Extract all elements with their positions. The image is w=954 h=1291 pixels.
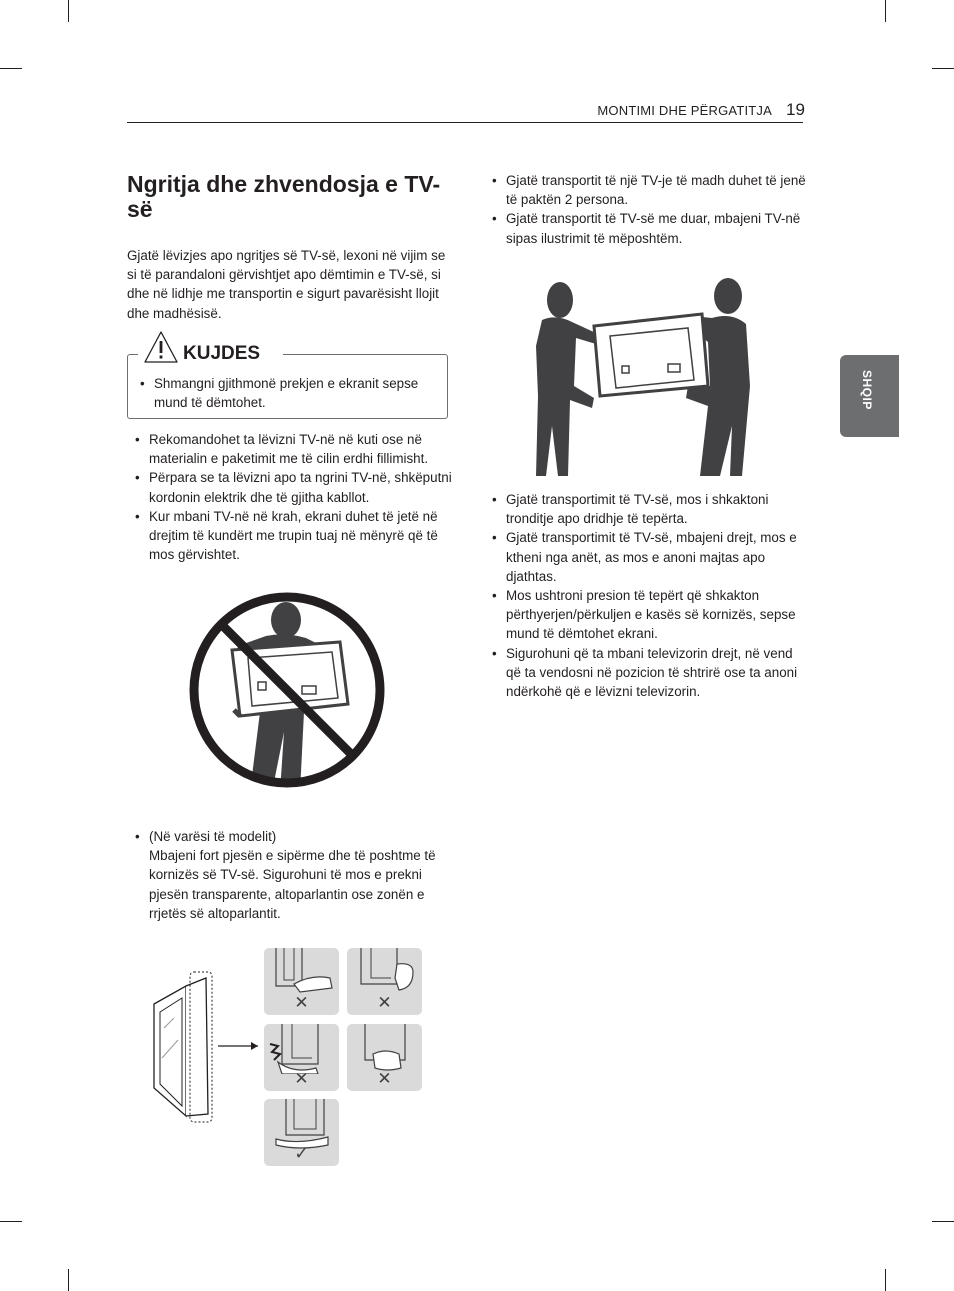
warning-icon <box>142 329 180 365</box>
hand-grip-icon <box>347 948 422 998</box>
cross-icon: ✕ <box>377 1069 392 1088</box>
grip-correct <box>264 1099 339 1166</box>
crop-mark <box>885 0 886 22</box>
hand-grip-icon <box>264 948 339 998</box>
right-bullet-list-bottom <box>484 490 809 701</box>
right-bullet-list-top <box>484 171 809 248</box>
caution-title: KUJDES <box>183 343 261 364</box>
list-item: • Kur mbani TV-në në krah, ekrani duhet të jetë në drejtim të kundërt me trupin tuaj në mënyrë që të mos gërvishtet. <box>127 507 452 565</box>
cross-icon: ✕ <box>294 993 309 1012</box>
cross-icon: ✕ <box>294 1069 309 1088</box>
hand-grip-icon <box>264 1099 339 1149</box>
hand-grip-icon <box>347 1024 422 1074</box>
grip-wrong-4 <box>347 1024 422 1091</box>
list-item: • Mos ushtroni presion të tepërt që shkakton përthyerjen/përkuljen e kasës së kornizës, sepse mund të dëmtohet ekrani. <box>484 586 809 644</box>
model-note-text: Mbajeni fort pjesën e sipërme dhe të poshtme të kornizës së TV-së. Sigurohuni të mos e prekni pjesën transparente, altoparlantin ose zonën e rrjetës së altoparlantit. <box>149 848 436 921</box>
prohibited-carry-illustration <box>188 592 388 790</box>
crop-mark <box>885 1269 886 1291</box>
person-left <box>536 282 598 476</box>
crop-mark <box>0 1221 22 1222</box>
grip-wrong-1 <box>264 948 339 1015</box>
list-item: • Gjatë transportit të TV-së me duar, mbajeni TV-në sipas ilustrimit të mëposhtëm. <box>484 209 809 247</box>
two-person-carry-illustration <box>536 276 752 478</box>
crop-mark <box>932 1221 954 1222</box>
list-item: • Gjatë transportimit të TV-së, mos i shkaktoni tronditje apo dridhje të tepërta. <box>484 490 809 528</box>
language-tab-label: SHQIP <box>860 370 874 410</box>
left-bullet-list <box>127 430 452 564</box>
model-note-condition: • (Në varësi të modelit) <box>149 829 277 844</box>
model-note-list <box>127 827 452 923</box>
caution-box <box>127 343 448 419</box>
grip-wrong-3 <box>264 1024 339 1091</box>
crop-mark <box>68 1269 69 1291</box>
check-icon: ✓ <box>294 1144 309 1163</box>
list-item: • Rekomandohet ta lëvizni TV-në në kuti ose në materialin e paketimit me të cilin erdhi fillimisht. <box>127 430 452 468</box>
language-tab <box>840 355 899 437</box>
caution-item: • Shmangni gjithmonë prekjen e ekranit sepse mund të dëmtohet. <box>132 374 442 412</box>
intro-paragraph: Gjatë lëvizjes apo ngritjes së TV-së, lexoni në vijim se si të parandaloni gërvishtjet apo dëmtimin e TV-së, si dhe në lidhje me transportin e sigurt pavarësisht llojit dhe madhësisë. <box>127 248 446 321</box>
caution-header <box>138 329 261 365</box>
cross-icon: ✕ <box>377 993 392 1012</box>
tv-panel <box>594 314 708 396</box>
hand-grip-icon <box>264 1024 339 1074</box>
page-title: Ngritja dhe zhvendosja e TV-së <box>127 171 441 222</box>
list-item: • Gjatë transportimit të TV-së, mbajeni drejt, mos e ktheni nga anët, as mos e anoni majtas apo djathtas. <box>484 528 809 586</box>
crop-mark <box>68 0 69 22</box>
list-item: • Sigurohuni që ta mbani televizorin drejt, në vend që ta vendosni në pozicion të shtrirë ose ta anoni ndërkohë që e lëvizni televizorin. <box>484 644 809 702</box>
list-item: • Gjatë transportit të një TV-je të madh duhet të jenë të paktën 2 persona. <box>484 171 809 209</box>
header-divider <box>127 122 803 123</box>
tv-side-view-illustration <box>146 968 264 1128</box>
crop-mark <box>0 68 22 69</box>
list-item: • Përpara se ta lëvizni apo ta ngrini TV-në, shkëputni kordonin elektrik dhe të gjitha kabllot. <box>127 468 452 506</box>
list-item <box>127 827 452 923</box>
page-number: 19 <box>786 100 805 119</box>
grip-wrong-2 <box>347 948 422 1015</box>
section-header: MONTIMI DHE PËRGATITJA <box>597 103 772 118</box>
crop-mark <box>932 68 954 69</box>
